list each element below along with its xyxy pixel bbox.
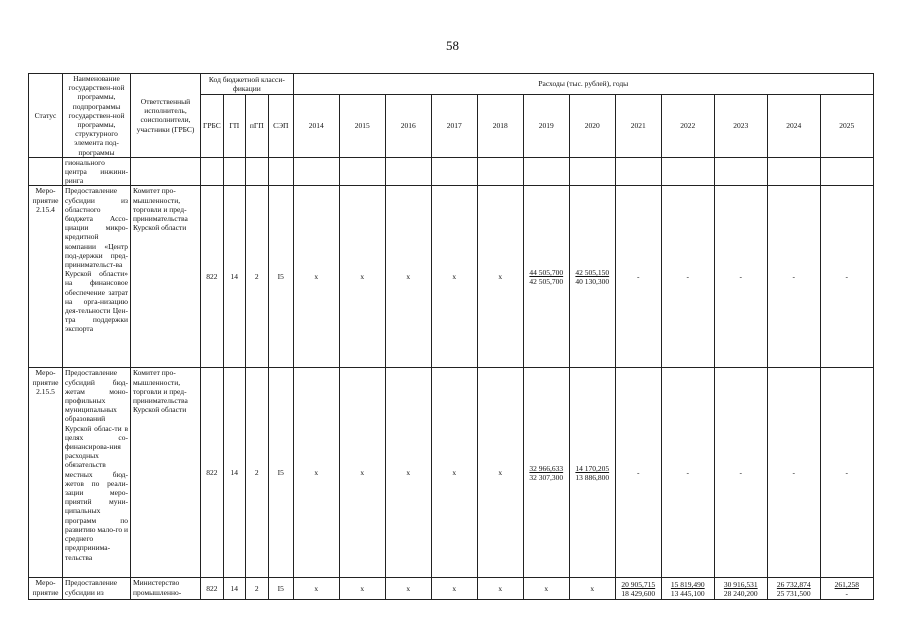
row-code: 14 bbox=[223, 578, 245, 600]
header-year: 2019 bbox=[523, 94, 569, 157]
value-planned: 15 819,490 bbox=[670, 579, 705, 589]
header-code-group: Код бюджетной класси-фикации bbox=[201, 74, 294, 95]
row-value-cell bbox=[523, 368, 569, 578]
header-year: 2017 bbox=[431, 94, 477, 157]
row-value: х bbox=[431, 578, 477, 600]
table-row bbox=[29, 578, 874, 600]
value-funded: - bbox=[845, 588, 849, 598]
header-code-grbs: ГРБС bbox=[201, 94, 224, 157]
header-year: 2016 bbox=[385, 94, 431, 157]
row-value bbox=[820, 157, 873, 186]
row-value bbox=[523, 157, 569, 186]
table-row bbox=[29, 157, 874, 186]
value-funded: 13 445,100 bbox=[670, 588, 705, 598]
row-value: х bbox=[569, 578, 615, 600]
row-value: х bbox=[477, 186, 523, 368]
value-funded: 42 505,700 bbox=[529, 276, 564, 286]
header-row-top bbox=[29, 74, 874, 95]
value-planned: 42 505,150 bbox=[575, 267, 610, 277]
row-value-cell bbox=[661, 578, 714, 600]
row-status bbox=[29, 157, 63, 186]
row-value: х bbox=[431, 186, 477, 368]
row-value: х bbox=[523, 578, 569, 600]
row-code: 14 bbox=[223, 186, 245, 368]
value-planned: 20 905,715 bbox=[621, 579, 656, 589]
row-code bbox=[223, 157, 245, 186]
value-planned: 14 170,205 bbox=[575, 463, 610, 473]
header-year: 2018 bbox=[477, 94, 523, 157]
row-value bbox=[431, 157, 477, 186]
row-value-cell bbox=[767, 578, 820, 600]
row-value: - bbox=[661, 186, 714, 368]
row-responsible: Министерство промышленно- bbox=[131, 578, 201, 600]
row-status: Меро-приятие 2.15.5 bbox=[29, 368, 63, 578]
header-year: 2021 bbox=[615, 94, 661, 157]
row-value: х bbox=[477, 368, 523, 578]
value-funded: 28 240,200 bbox=[723, 588, 758, 598]
row-value-cell bbox=[820, 578, 873, 600]
row-value bbox=[615, 157, 661, 186]
row-value bbox=[767, 157, 820, 186]
value-funded: 32 307,300 bbox=[529, 472, 564, 482]
row-value-cell bbox=[569, 368, 615, 578]
row-name: Предоставление субсидий бюд-жетам моно-профильных муниципальных образований Курской облас-ти в целях со-финансирова-ния расходных обязательств местных бюд-жетов по реали-зации меро-приятий муни-ципальных программ по развитию мало-го и среднего предпринима-тельства bbox=[63, 368, 131, 578]
row-code: 2 bbox=[245, 578, 268, 600]
row-value bbox=[385, 157, 431, 186]
table-row bbox=[29, 186, 874, 368]
row-name: Предоставление субсидии из областного бюджета Ассо-циации микро-кредитной компании «Центр под-держки пред-принимательст-ва Курской области» на финансовое обеспечение затрат на орга-низацию дея-тельности Цен-тра поддержки экспорта bbox=[63, 186, 131, 368]
value-planned: 30 916,531 bbox=[723, 579, 758, 589]
row-value: - bbox=[661, 368, 714, 578]
value-funded: 13 886,800 bbox=[575, 472, 610, 482]
row-value-cell bbox=[615, 578, 661, 600]
header-code-pgp: пГП bbox=[245, 94, 268, 157]
value-planned: 261,258 bbox=[834, 579, 859, 589]
page-number: 58 bbox=[446, 38, 459, 53]
row-code bbox=[245, 157, 268, 186]
row-value-cell bbox=[569, 186, 615, 368]
row-value-cell bbox=[714, 578, 767, 600]
row-status: Меро-приятие bbox=[29, 578, 63, 600]
header-expenses-group: Расходы (тыс. рублей), годы bbox=[293, 74, 873, 95]
row-value: х bbox=[339, 368, 385, 578]
row-code: 2 bbox=[245, 368, 268, 578]
value-planned: 32 966,633 bbox=[529, 463, 564, 473]
row-value bbox=[293, 157, 339, 186]
row-value bbox=[339, 157, 385, 186]
row-code: I5 bbox=[268, 186, 293, 368]
header-name: Наименование государствен-ной программы, подпрограммы государствен-ной программы, структурного элемента под-программы bbox=[63, 74, 131, 158]
value-planned: 26 732,874 bbox=[776, 579, 811, 589]
header-code-sep: СЭП bbox=[268, 94, 293, 157]
value-planned: 44 505,700 bbox=[529, 267, 564, 277]
row-value bbox=[477, 157, 523, 186]
row-value: х bbox=[293, 368, 339, 578]
row-value: - bbox=[820, 186, 873, 368]
row-value bbox=[714, 157, 767, 186]
row-code bbox=[268, 157, 293, 186]
header-status: Статус bbox=[29, 74, 63, 158]
row-value: - bbox=[767, 368, 820, 578]
row-value: х bbox=[431, 368, 477, 578]
row-code: 2 bbox=[245, 186, 268, 368]
row-value: х bbox=[293, 578, 339, 600]
row-value: х bbox=[385, 368, 431, 578]
header-year: 2023 bbox=[714, 94, 767, 157]
row-value: - bbox=[767, 186, 820, 368]
row-name: Предоставление субсидии из bbox=[63, 578, 131, 600]
row-value: х bbox=[477, 578, 523, 600]
header-code-gp: ГП bbox=[223, 94, 245, 157]
row-code: 822 bbox=[201, 186, 224, 368]
table-row bbox=[29, 368, 874, 578]
row-value: х bbox=[385, 186, 431, 368]
row-value: х bbox=[385, 578, 431, 600]
header-year: 2020 bbox=[569, 94, 615, 157]
row-value: - bbox=[820, 368, 873, 578]
row-code: 822 bbox=[201, 578, 224, 600]
row-value: - bbox=[714, 186, 767, 368]
row-code bbox=[201, 157, 224, 186]
row-value: х bbox=[339, 578, 385, 600]
row-code: I5 bbox=[268, 368, 293, 578]
header-year: 2014 bbox=[293, 94, 339, 157]
header-year: 2022 bbox=[661, 94, 714, 157]
row-value: х bbox=[339, 186, 385, 368]
value-funded: 40 130,300 bbox=[575, 276, 610, 286]
row-code: I5 bbox=[268, 578, 293, 600]
header-year: 2025 bbox=[820, 94, 873, 157]
budget-table bbox=[28, 73, 874, 600]
value-funded: 25 731,500 bbox=[776, 588, 811, 598]
row-value: - bbox=[615, 368, 661, 578]
row-status: Меро-приятие 2.15.4 bbox=[29, 186, 63, 368]
row-name: гионального центра инжини-ринга bbox=[63, 157, 131, 186]
row-value: - bbox=[714, 368, 767, 578]
row-code: 14 bbox=[223, 368, 245, 578]
row-responsible bbox=[131, 157, 201, 186]
row-value bbox=[661, 157, 714, 186]
row-value: - bbox=[615, 186, 661, 368]
value-funded: 18 429,600 bbox=[621, 588, 656, 598]
row-value bbox=[569, 157, 615, 186]
header-year: 2015 bbox=[339, 94, 385, 157]
row-responsible: Комитет про-мышленности, торговли и пред-принимательства Курской области bbox=[131, 368, 201, 578]
row-responsible: Комитет про-мышленности, торговли и пред-принимательства Курской области bbox=[131, 186, 201, 368]
row-value-cell bbox=[523, 186, 569, 368]
header-year: 2024 bbox=[767, 94, 820, 157]
row-value: х bbox=[293, 186, 339, 368]
row-code: 822 bbox=[201, 368, 224, 578]
header-responsible: Ответственный исполнитель, соисполнители, участники (ГРБС) bbox=[131, 74, 201, 158]
